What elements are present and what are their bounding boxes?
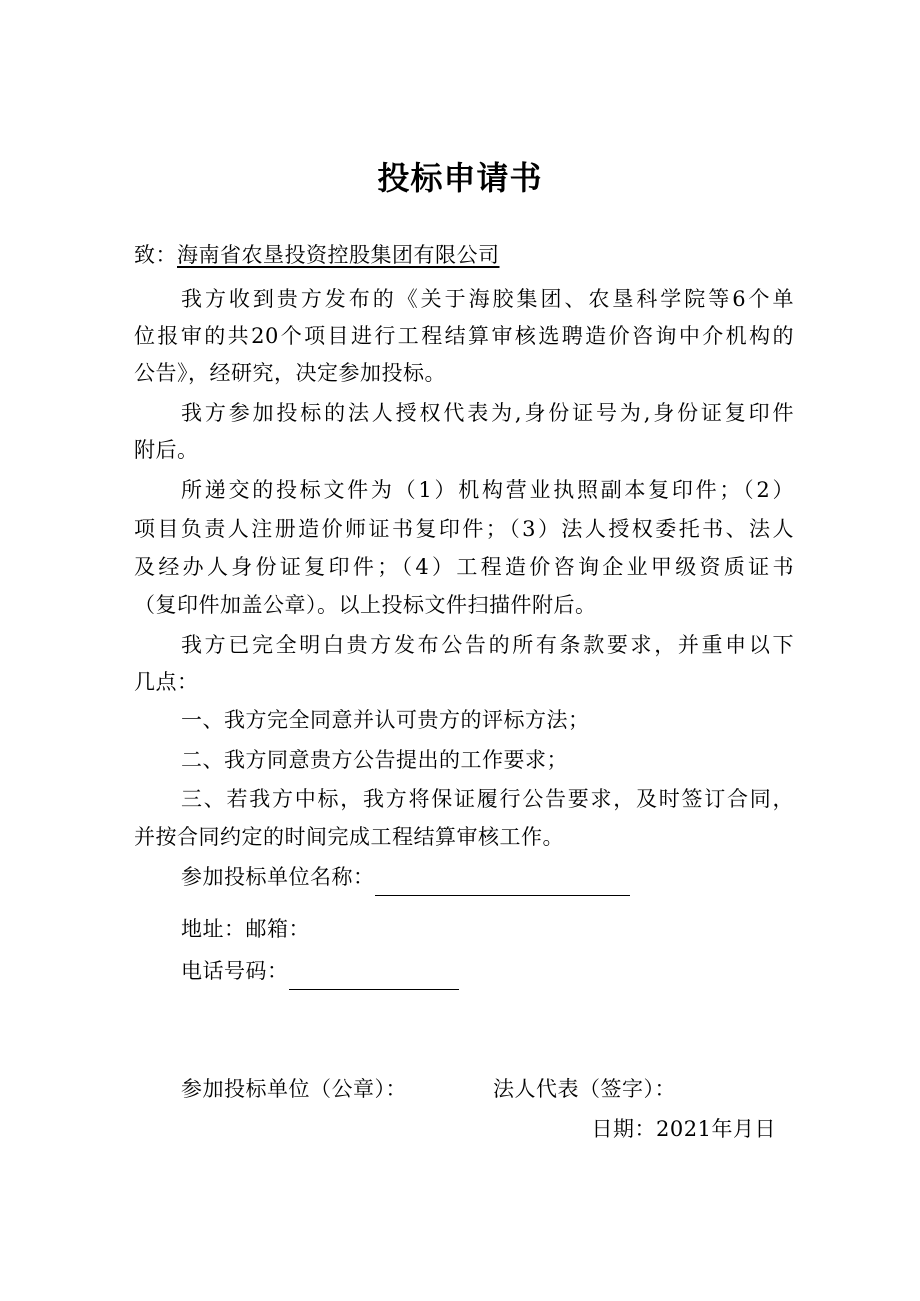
paragraph-1-line-2: 位报审的共20个项目进行工程结算审核选聘造价咨询中介机构的 [134, 324, 794, 348]
paragraph-3-line-3: 及经办人身份证复印件；（4）工程造价咨询企业甲级资质证书 [134, 555, 794, 579]
paragraph-4-line-2: 几点： [134, 670, 199, 694]
addressee-name: 海南省农垦投资控股集团有限公司 [177, 243, 500, 267]
addressee-prefix: 致： [134, 243, 177, 267]
date-line: 日期：2021年月日 [591, 1117, 776, 1141]
unit-name-field [181, 858, 794, 896]
phone-field [181, 952, 794, 990]
legal-rep-signature-label: 法人代表（签字）： [493, 1077, 676, 1101]
paragraph-2-line-2: 附后。 [134, 438, 199, 462]
addressee-line [134, 236, 794, 274]
phone-blank[interactable] [289, 961, 459, 990]
address-email-field: 地址：邮箱： [181, 917, 310, 941]
point-3-line-1: 三、若我方中标，我方将保证履行公告要求，及时签订合同， [181, 787, 794, 811]
unit-name-label: 参加投标单位名称： [181, 865, 375, 889]
point-1: 一、我方完全同意并认可贵方的评标方法； [181, 708, 590, 732]
point-3-line-2: 并按合同约定的时间完成工程结算审核工作。 [134, 825, 564, 849]
paragraph-1-line-3: 公告》，经研究，决定参加投标。 [134, 361, 446, 385]
unit-seal-label: 参加投标单位（公章）： [181, 1077, 407, 1101]
paragraph-3-line-1: 所递交的投标文件为（1）机构营业执照副本复印件；（2） [181, 478, 794, 502]
paragraph-4-line-1: 我方已完全明白贵方发布公告的所有条款要求，并重申以下 [181, 633, 794, 657]
document-title: 投标申请书 [377, 159, 543, 197]
unit-name-blank[interactable] [375, 867, 630, 896]
paragraph-3-line-2: 项目负责人注册造价师证书复印件；（3）法人授权委托书、法人 [134, 517, 794, 541]
point-2: 二、我方同意贵方公告提出的工作要求； [181, 748, 568, 772]
phone-label: 电话号码： [181, 959, 289, 983]
paragraph-2-line-1: 我方参加投标的法人授权代表为,身份证号为,身份证复印件 [181, 401, 794, 425]
paragraph-1-line-1: 我方收到贵方发布的《关于海胶集团、农垦科学院等6个单 [181, 287, 794, 311]
paragraph-3-line-4: （复印件加盖公章）。以上投标文件扫描件附后。 [134, 593, 597, 617]
